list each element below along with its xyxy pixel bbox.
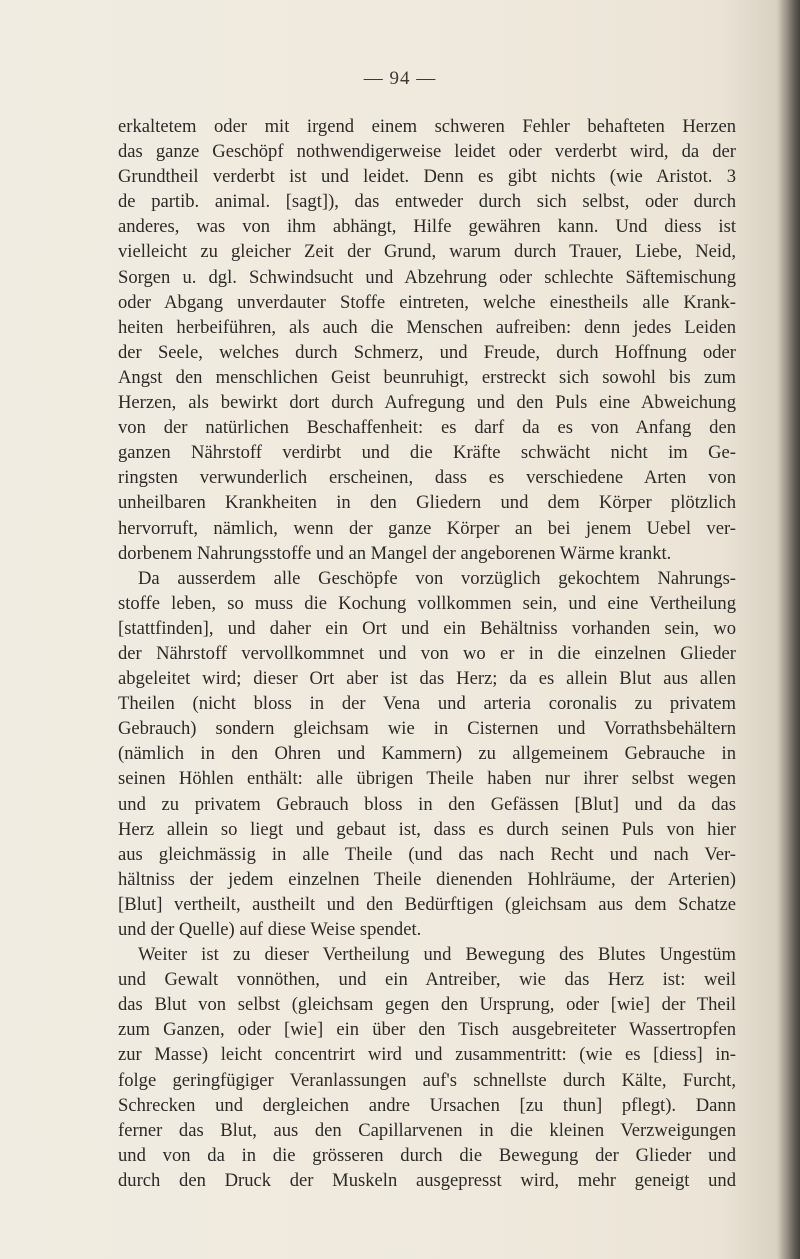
- text-line: der Seele, welches durch Schmerz, und Freude, durch Hoffnung oder: [118, 341, 736, 363]
- text-line: (nämlich in den Ohren und Kammern) zu allgemeinem Gebrauche in: [118, 743, 736, 765]
- text-line: ringsten verwunderlich erscheinen, dass es verschiedene Arten von: [118, 467, 736, 489]
- page-number: — 94 —: [363, 68, 437, 89]
- text-line: und zu privatem Gebrauch bloss in den Gefässen [Blut] und da das: [118, 793, 736, 815]
- text-line: Da ausserdem alle Geschöpfe von vorzüglich gekochtem Nahrungs-: [138, 567, 736, 589]
- text-line: durch den Druck der Muskeln ausgepresst wird, mehr geneigt und: [118, 1169, 736, 1191]
- text-line: von der natürlichen Beschaffenheit: es darf da es von Anfang den: [118, 417, 736, 439]
- text-line: Grundtheil verderbt ist und leidet. Denn es gibt nichts (wie Aristot. 3: [118, 166, 736, 188]
- text-line: zur Masse) leicht concentrirt wird und zusammentritt: (wie es [diess] in-: [118, 1044, 736, 1066]
- text-line: erkaltetem oder mit irgend einem schweren Fehler behafteten Herzen: [118, 116, 736, 137]
- text-line: und der Quelle) auf diese Weise spendet.: [118, 919, 422, 940]
- body-text: [118, 114, 736, 1193]
- text-line: aus gleichmässig in alle Theile (und das nach Recht und nach Ver-: [118, 843, 736, 865]
- text-line: Theilen (nicht bloss in der Vena und arteria coronalis zu privatem: [118, 693, 736, 715]
- text-line: und von da in die grösseren durch die Bewegung der Glieder und: [118, 1144, 736, 1166]
- text-line: folge geringfügiger Veranlassungen auf's schnellste durch Kälte, Furcht,: [118, 1069, 736, 1091]
- text-line: oder Abgang unverdauter Stoffe eintreten, welche einestheils alle Krank-: [118, 291, 736, 313]
- text-line: abgeleitet wird; dieser Ort aber ist das Herz; da es allein Blut aus allen: [118, 668, 736, 690]
- text-line: Sorgen u. dgl. Schwindsucht und Abzehrung oder schlechte Säftemischung: [118, 266, 736, 288]
- text-line: und Gewalt vonnöthen, und ein Antreiber, wie das Herz ist: weil: [118, 969, 736, 991]
- text-line: Schrecken und dergleichen andre Ursachen [zu thun] pflegt). Dann: [118, 1094, 736, 1116]
- text-line: Herz allein so liegt und gebaut ist, dass es durch seinen Puls von hier: [118, 818, 736, 840]
- text-line: [Blut] vertheilt, austheilt und den Bedürftigen (gleichsam aus dem Schatze: [118, 893, 736, 915]
- text-line: stoffe leben, so muss die Kochung vollkommen sein, und eine Vertheilung: [118, 592, 736, 614]
- text-line: hervorruft, nämlich, wenn der ganze Körper an bei jenem Uebel ver-: [118, 517, 736, 539]
- text-line: das Blut von selbst (gleichsam gegen den Ursprung, oder [wie] der Theil: [118, 994, 736, 1016]
- text-line: zum Ganzen, oder [wie] ein über den Tisch ausgebreiteter Wassertropfen: [118, 1019, 736, 1041]
- text-line: Angst den menschlichen Geist beunruhigt, erstreckt sich sowohl bis zum: [118, 366, 736, 388]
- text-line: Herzen, als bewirkt dort durch Aufregung und den Puls eine Abweichung: [118, 392, 736, 414]
- text-line: [stattfinden], und daher ein Ort und ein Behältniss vorhanden sein, wo: [118, 617, 736, 639]
- text-line: anderes, was von ihm abhängt, Hilfe gewähren kann. Und diess ist: [118, 216, 736, 238]
- text-line: Weiter ist zu dieser Vertheilung und Bewegung des Blutes Ungestüm: [138, 944, 736, 966]
- text-line: heiten herbeiführen, als auch die Menschen aufreiben: denn jedes Leiden: [118, 316, 736, 338]
- text-line: seinen Höhlen enthält: alle übrigen Theile haben nur ihrer selbst wegen: [118, 768, 736, 790]
- text-line: hältniss der jedem einzelnen Theile dienenden Hohlräume, der Arterien): [118, 868, 736, 890]
- text-line: ganzen Nährstoff verdirbt und die Kräfte schwächt nicht im Ge-: [118, 442, 736, 464]
- page-edge-shadow: [778, 0, 800, 1259]
- text-line: ferner das Blut, aus den Capillarvenen in die kleinen Verzweigungen: [118, 1119, 736, 1141]
- text-line: der Nährstoff vervollkommnet und von wo er in die einzelnen Glieder: [118, 642, 736, 664]
- text-line: vielleicht zu gleicher Zeit der Grund, warum durch Trauer, Liebe, Neid,: [118, 241, 736, 263]
- text-line: de partib. animal. [sagt]), das entweder durch sich selbst, oder durch: [118, 191, 736, 213]
- text-line: das ganze Geschöpf nothwendigerweise leidet oder verderbt wird, da der: [118, 141, 736, 163]
- text-line: unheilbaren Krankheiten in den Gliedern und dem Körper plötzlich: [118, 492, 736, 514]
- text-line: Gebrauch) sondern gleichsam wie in Cisternen und Vorrathsbehältern: [118, 718, 736, 740]
- text-line: dorbenem Nahrungsstoffe und an Mangel der angeborenen Wärme krankt.: [118, 542, 672, 564]
